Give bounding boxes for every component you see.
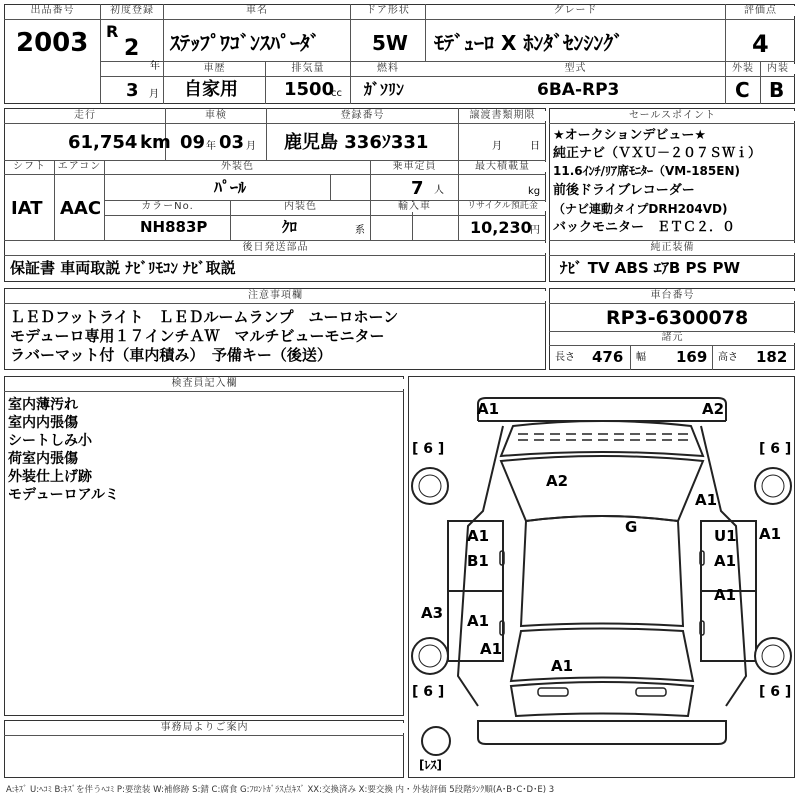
ext-value: C — [735, 78, 750, 102]
tire-front-left — [412, 468, 448, 504]
equipment-value: ﾅﾋﾞ TV ABS ｴｱB PS PW — [560, 259, 741, 277]
damage-mark: B1 — [467, 552, 489, 570]
tire-tread-label: [ 6 ] — [759, 441, 792, 457]
equipment-label: 純正装備 — [550, 243, 795, 253]
recycle-label: リサイクル預託金 — [459, 202, 546, 211]
score-value: 4 — [752, 30, 769, 58]
ext-label: 外装 — [726, 64, 760, 74]
car-diagram — [408, 376, 795, 778]
insp-month: 03 — [219, 132, 245, 153]
notes-label: 注意事項欄 — [5, 291, 546, 301]
transfer-label: 譲渡書類期限 — [459, 111, 546, 121]
color-no-label: カラーNo. — [105, 202, 230, 212]
inspector-line: モデューロアルミ — [8, 487, 120, 503]
legend: A:ｷｽﾞ U:ﾍｺﾐ B:ｷｽﾞを伴うﾍｺﾐ P:要塗装 W:補修跡 S:錆 C:腐食 G:ﾌﾛﾝﾄｶﾞﾗｽ点ｷｽﾞ XX:交換済み X:要交換 内・外装評価 5段階ﾗﾝｸ順(A･B･C･D･E) 3 — [6, 785, 555, 795]
insp-month-unit: 月 — [246, 141, 256, 152]
inspector-line: シートしみ小 — [8, 433, 92, 449]
recycle-value: 10,230 — [470, 218, 532, 237]
note-line: ＬＥＤフットライト ＬＥＤルームランプ ユーロホーン — [10, 308, 399, 326]
sales-point-line: 11.6ｲﾝﾁ/ﾘｱ席ﾓﾆﾀｰ（VM-185EN) — [553, 164, 740, 178]
front-bumper — [478, 398, 726, 421]
capacity-label: 乗車定員 — [371, 162, 458, 172]
office-label: 事務局よりご案内 — [5, 723, 404, 733]
year-value: 2 — [124, 36, 140, 61]
model-value: ｽﾃｯﾌﾟﾜｺﾞﾝｽﾊﾟｰﾀﾞ — [170, 31, 320, 55]
tire-tread-label: [ 6 ] — [412, 684, 445, 700]
rear-window — [511, 629, 693, 682]
reg-label: 登録番号 — [267, 111, 458, 121]
damage-mark: A3 — [421, 604, 444, 622]
sales-points-label: セールスポイント — [550, 111, 795, 121]
mileage-unit: km — [140, 132, 171, 153]
sales-point-line: （ナビ連動タイプDRH204VD) — [553, 202, 728, 216]
cc-label: 排気量 — [266, 64, 350, 74]
tire-tread-label: [ 6 ] — [759, 684, 792, 700]
ac-value: AAC — [60, 198, 102, 219]
roof — [521, 516, 683, 626]
model-label: 車名 — [164, 6, 350, 16]
shipping-label: 後日発送部品 — [5, 243, 546, 253]
windshield — [501, 456, 703, 521]
tailgate — [511, 682, 693, 716]
rear-bumper — [478, 721, 726, 744]
damage-mark: A1 — [477, 400, 500, 418]
width-label: 幅 — [636, 352, 646, 363]
load-label: 最大積載量 — [459, 162, 546, 172]
type-label: 型式 — [426, 64, 725, 74]
height-label: 高さ — [718, 352, 738, 363]
dims-label: 諸元 — [550, 333, 795, 343]
spare-tire-label: [ﾚｽ] — [419, 758, 442, 772]
mileage-value: 61,754 — [68, 132, 138, 153]
lot-value: 2003 — [16, 28, 89, 58]
damage-mark: U1 — [714, 527, 737, 545]
tire-rear-right — [755, 638, 791, 674]
length-label: 長さ — [555, 352, 575, 363]
damage-mark: A1 — [759, 525, 782, 543]
inspector-line: 室内内張傷 — [8, 415, 78, 431]
fuel-label: 燃料 — [351, 64, 425, 74]
era: R — [106, 22, 119, 41]
color-value: ﾊﾟｰﾙ — [214, 178, 247, 197]
width-value: 169 — [676, 348, 708, 366]
chassis-label: 車台番号 — [550, 291, 795, 301]
color-no-value: NH883P — [140, 218, 208, 236]
hood — [501, 421, 703, 456]
height-value: 182 — [756, 348, 788, 366]
grade-value: ﾓﾃﾞｭｰﾛ X ﾎﾝﾀﾞｾﾝｼﾝｸﾞ — [434, 31, 624, 55]
inspector-line: 荷室内張傷 — [8, 451, 78, 467]
int-value: B — [769, 78, 785, 102]
interior-color-value: ｸﾛ — [282, 218, 298, 236]
type-value: 6BA-RP3 — [537, 80, 620, 100]
length-value: 476 — [592, 348, 624, 366]
sales-point-line: 前後ドライブレコーダー — [553, 183, 695, 198]
first-reg-label: 初度登録 — [101, 6, 163, 16]
shift-value: IAT — [11, 198, 43, 219]
cc-value: 1500 — [284, 79, 335, 100]
tire-front-right — [755, 468, 791, 504]
cc-unit: cc — [331, 88, 342, 99]
transfer-month-unit: 月 — [492, 141, 502, 152]
tire-tread-label: [ 6 ] — [412, 441, 445, 457]
damage-mark: A2 — [702, 400, 725, 418]
damage-mark: G — [625, 518, 638, 536]
damage-mark: A1 — [467, 527, 490, 545]
ac-label: エアコン — [55, 162, 104, 172]
interior-color-label: 内装色 — [231, 202, 370, 212]
inspection-label: 車検 — [166, 111, 266, 121]
spare-tire — [422, 727, 450, 755]
inspector-line: 外装仕上げ跡 — [8, 469, 92, 485]
sales-point-line: バックモニター ＥＴＣ２．０ — [553, 220, 736, 235]
score-label: 評価点 — [726, 6, 795, 16]
inspector-label: 検査員記入欄 — [5, 379, 404, 389]
history-value: 自家用 — [184, 79, 238, 100]
load-unit: kg — [528, 186, 541, 197]
damage-mark: A1 — [714, 552, 737, 570]
damage-mark: A1 — [467, 612, 490, 630]
capacity-value: 7 — [411, 178, 424, 199]
doors-value: 5W — [372, 31, 408, 55]
int-label: 内装 — [761, 64, 795, 74]
import-label: 輸入車 — [371, 202, 458, 212]
reg-value: 鹿児島 336ｿ331 — [284, 132, 429, 153]
grade-label: グレード — [426, 6, 725, 16]
damage-mark: A1 — [714, 586, 737, 604]
month-value: 3 — [126, 80, 139, 101]
doors-label: ドア形状 — [351, 6, 425, 16]
interior-color-unit: 系 — [355, 225, 365, 236]
fuel-value: ｶﾞｿﾘﾝ — [364, 80, 405, 99]
mileage-label: 走行 — [5, 111, 165, 121]
recycle-unit: 円 — [530, 225, 540, 236]
shipping-value: 保証書 車両取説 ﾅﾋﾞﾘﾓｺﾝ ﾅﾋﾞ取説 — [10, 259, 236, 277]
tire-rear-left — [412, 638, 448, 674]
transfer-day-unit: 日 — [530, 141, 540, 152]
note-line: モデューロ専用１７インチＡＷ マルチビューモニター — [10, 327, 385, 345]
damage-mark: A1 — [480, 640, 503, 658]
month-unit: 月 — [149, 89, 159, 100]
damage-mark: A1 — [695, 491, 718, 509]
inspector-line: 室内薄汚れ — [8, 397, 78, 413]
history-label: 車歴 — [164, 64, 265, 74]
chassis-value: RP3-6300078 — [606, 307, 749, 329]
capacity-unit: 人 — [434, 185, 444, 196]
lot-label: 出品番号 — [5, 6, 100, 16]
damage-mark: A1 — [551, 657, 574, 675]
color-label: 外装色 — [105, 162, 370, 172]
damage-mark: A2 — [546, 472, 569, 490]
sales-point-line: ★オークションデビュー★ — [553, 128, 707, 143]
sales-point-line: 純正ナビ（ＶＸＵ－２０７ＳＷｉ） — [553, 146, 762, 161]
shift-label: シフト — [5, 162, 54, 172]
note-line: ラバーマット付（車内積み） 予備キー（後送） — [10, 346, 332, 364]
insp-year: 09 — [180, 132, 206, 153]
year-unit: 年 — [150, 61, 160, 72]
insp-year-unit: 年 — [206, 141, 216, 152]
